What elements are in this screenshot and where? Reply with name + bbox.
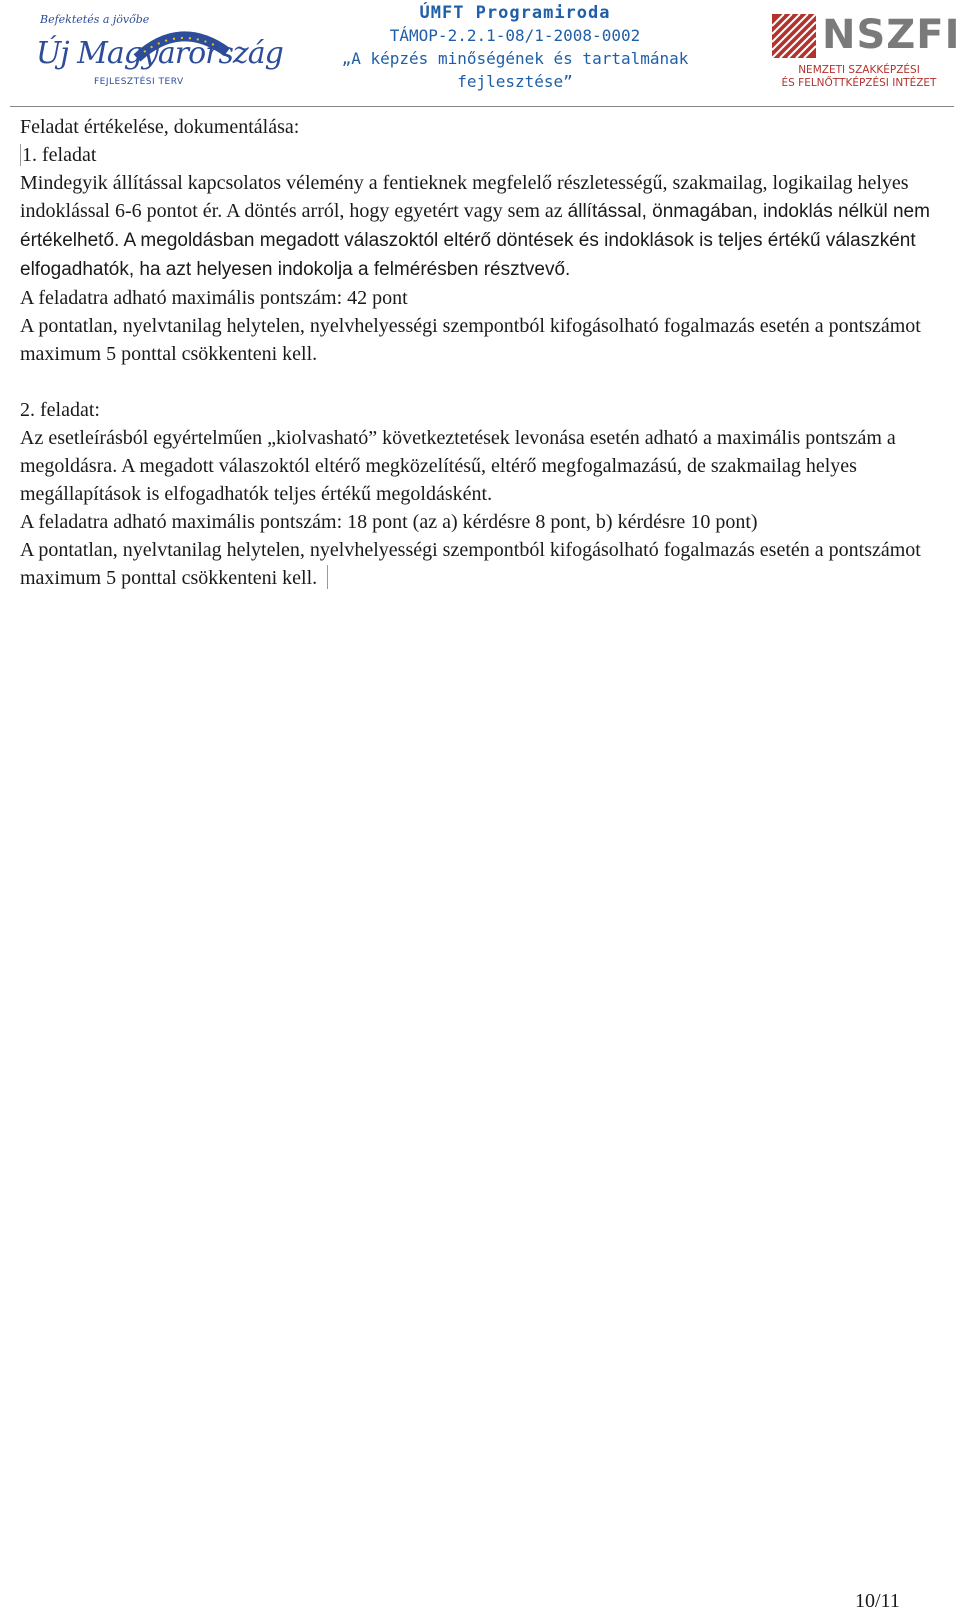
header-divider bbox=[10, 106, 954, 107]
section-heading: Feladat értékelése, dokumentálása: bbox=[20, 116, 300, 138]
nszfi-subtitle-line2: ÉS FELNŐTTKÉPZÉSI INTÉZET bbox=[781, 77, 937, 89]
task2-deduction-text: A pontatlan, nyelvtanilag helytelen, nyelvhelyességi szempontból kifogásolható fogalmazás esetén a pontszámot maximum 5 ponttal csökkenteni kell. bbox=[20, 539, 921, 589]
task2-paragraph: Az esetleírásból egyértelműen „kiolvasható” következtetések levonása esetén adható a maximális pontszám a megoldásra. A megadott válaszoktól eltérő megközelítésű, eltérő megfogalmazású, de szakmailag helyes megállapítások is elfogadhatók teljes értékű megoldásként. bbox=[20, 427, 896, 505]
header-project-name: „A képzés minőségének és tartalmának bbox=[341, 49, 689, 68]
nszfi-subtitle bbox=[764, 64, 954, 90]
task2-deduction bbox=[20, 536, 945, 592]
header-project-name-cont: fejlesztése” bbox=[457, 72, 573, 91]
task1-title bbox=[20, 141, 945, 169]
nszfi-logo bbox=[772, 12, 960, 89]
task1-deduction: A pontatlan, nyelvtanilag helytelen, nyelvhelyességi szempontból kifogásolható fogalmazás esetén a pontszámot maximum 5 ponttal csökkenteni kell. bbox=[20, 315, 921, 365]
page-number: 10/11 bbox=[855, 1590, 900, 1612]
task1-max-points: A feladatra adható maximális pontszám: 42 pont bbox=[20, 287, 408, 309]
page-header bbox=[0, 0, 960, 110]
uj-magyarorszag-logo bbox=[36, 10, 283, 90]
task2-title: 2. feladat: bbox=[20, 399, 100, 421]
header-project-code: TÁMOP-2.2.1-08/1-2008-0002 bbox=[389, 26, 641, 45]
task1-title-text: 1. feladat bbox=[22, 144, 97, 166]
logo-slogan: Befektetés a jövőbe bbox=[40, 13, 150, 26]
task1-paragraph-sans: állítással, önmagában, indoklás nélkül nem értékelhető. A megoldásban megadott válaszoktól eltérő döntések és indoklások is teljes értékű válaszként elfogadhatók, ha azt helyesen indokolja a felmérésben résztvevő. bbox=[20, 201, 930, 280]
header-project-info bbox=[300, 2, 730, 93]
task1-paragraph bbox=[20, 169, 945, 284]
text-cursor-marker bbox=[317, 565, 328, 589]
paragraph-gap bbox=[20, 368, 945, 396]
nszfi-wordmark: NSZFI bbox=[822, 12, 960, 58]
logo-name: Új Magyarország bbox=[36, 36, 283, 71]
task1-paragraph-serif: Mindegyik állítással kapcsolatos vélemény a fentieknek megfelelő részletességű, szakmailag, logikailag helyes indoklással 6-6 pontot ér. A döntés arról, hogy egyetért vagy sem az bbox=[20, 172, 909, 222]
nszfi-subtitle-line1: NEMZETI SZAKKÉPZÉSI bbox=[798, 64, 920, 76]
nszfi-emblem-icon bbox=[772, 14, 818, 60]
document-body bbox=[20, 113, 945, 592]
logo-subtitle: FEJLESZTÉSI TERV bbox=[94, 77, 184, 87]
task2-max-points: A feladatra adható maximális pontszám: 18 pont (az a) kérdésre 8 pont, b) kérdésre 10 pont) bbox=[20, 511, 758, 533]
header-title: ÚMFT Programiroda bbox=[419, 3, 611, 23]
